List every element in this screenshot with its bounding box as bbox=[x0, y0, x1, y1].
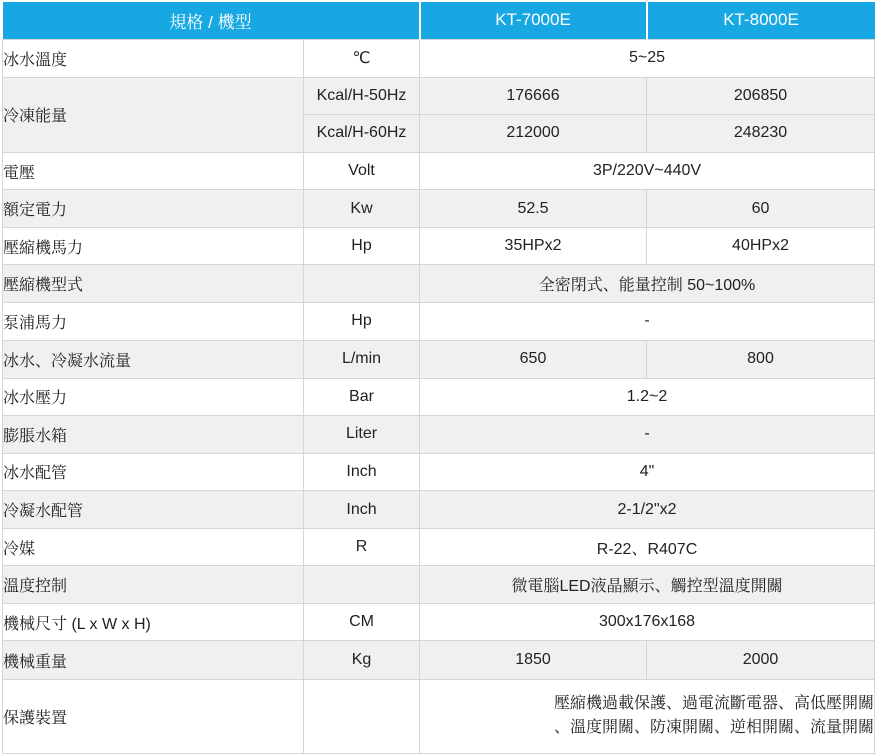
row-unit: Kg bbox=[304, 641, 420, 679]
table-row bbox=[3, 77, 875, 114]
header-row bbox=[3, 2, 875, 39]
table-row bbox=[3, 491, 875, 529]
row-value: 全密閉式、能量控制 50~100% bbox=[420, 265, 875, 303]
row-label: 冰水、冷凝水流量 bbox=[3, 340, 304, 378]
row-value: 300x176x168 bbox=[420, 604, 875, 641]
row-unit: Bar bbox=[304, 378, 420, 415]
row-value-b: 248230 bbox=[647, 114, 875, 152]
row-value: 4" bbox=[420, 453, 875, 490]
row-unit bbox=[304, 566, 420, 604]
row-value: - bbox=[420, 303, 875, 340]
row-label: 壓縮機馬力 bbox=[3, 228, 304, 265]
row-unit: Hp bbox=[304, 228, 420, 265]
table-row bbox=[3, 265, 875, 303]
row-value: 微電腦LED液晶顯示、觸控型溫度開關 bbox=[420, 566, 875, 604]
header-model-a: KT-7000E bbox=[420, 2, 647, 39]
row-label: 機械重量 bbox=[3, 641, 304, 679]
table-row bbox=[3, 453, 875, 490]
row-value-b: 800 bbox=[647, 340, 875, 378]
row-unit bbox=[304, 679, 420, 753]
row-label: 電壓 bbox=[3, 152, 304, 189]
row-unit: Kcal/H-50Hz bbox=[304, 77, 420, 114]
row-label: 壓縮機型式 bbox=[3, 265, 304, 303]
protection-line-1: 壓縮機過載保護、過電流斷電器、高低壓開關 bbox=[554, 695, 875, 713]
row-value: 2-1/2"x2 bbox=[420, 491, 875, 529]
table-row bbox=[3, 228, 875, 265]
row-value bbox=[420, 679, 875, 753]
row-value-b: 60 bbox=[647, 190, 875, 228]
row-value-a: 650 bbox=[420, 340, 647, 378]
row-value: 3P/220V~440V bbox=[420, 152, 875, 189]
row-label: 機械尺寸 (L x W x H) bbox=[3, 604, 304, 641]
row-value: 1.2~2 bbox=[420, 378, 875, 415]
header-model-b: KT-8000E bbox=[647, 2, 875, 39]
row-label: 泵浦馬力 bbox=[3, 303, 304, 340]
spec-table bbox=[2, 2, 875, 754]
row-unit: Liter bbox=[304, 415, 420, 453]
row-label: 額定電力 bbox=[3, 190, 304, 228]
header-spec-model: 規格 / 機型 bbox=[3, 2, 420, 39]
row-unit: ℃ bbox=[304, 39, 420, 77]
row-value-a: 212000 bbox=[420, 114, 647, 152]
table-row bbox=[3, 39, 875, 77]
row-unit: Kw bbox=[304, 190, 420, 228]
table-row bbox=[3, 340, 875, 378]
row-label: 冷凝水配管 bbox=[3, 491, 304, 529]
row-value-a: 35HPx2 bbox=[420, 228, 647, 265]
row-label: 膨脹水箱 bbox=[3, 415, 304, 453]
table-row bbox=[3, 415, 875, 453]
protection-line-2: 、溫度開關、防凍開關、逆相開關、流量開關 bbox=[554, 719, 875, 737]
row-unit: Inch bbox=[304, 491, 420, 529]
row-unit: Inch bbox=[304, 453, 420, 490]
row-label: 保護裝置 bbox=[3, 679, 304, 753]
row-label: 冷凍能量 bbox=[3, 77, 304, 152]
table-row bbox=[3, 679, 875, 753]
row-unit bbox=[304, 265, 420, 303]
row-value-a: 1850 bbox=[420, 641, 647, 679]
row-label: 冷媒 bbox=[3, 529, 304, 566]
table-row bbox=[3, 566, 875, 604]
row-unit: Hp bbox=[304, 303, 420, 340]
row-value-a: 176666 bbox=[420, 77, 647, 114]
row-label: 冰水壓力 bbox=[3, 378, 304, 415]
row-value: R-22、R407C bbox=[420, 529, 875, 566]
table-row bbox=[3, 529, 875, 566]
row-value: - bbox=[420, 415, 875, 453]
row-unit: Volt bbox=[304, 152, 420, 189]
table-row bbox=[3, 303, 875, 340]
table-row bbox=[3, 152, 875, 189]
row-unit: CM bbox=[304, 604, 420, 641]
row-label: 冰水配管 bbox=[3, 453, 304, 490]
row-value-b: 40HPx2 bbox=[647, 228, 875, 265]
row-value-b: 2000 bbox=[647, 641, 875, 679]
row-unit: Kcal/H-60Hz bbox=[304, 114, 420, 152]
row-label: 溫度控制 bbox=[3, 566, 304, 604]
row-value-b: 206850 bbox=[647, 77, 875, 114]
row-unit: L/min bbox=[304, 340, 420, 378]
row-value-a: 52.5 bbox=[420, 190, 647, 228]
table-row bbox=[3, 190, 875, 228]
table-row bbox=[3, 641, 875, 679]
row-label: 冰水溫度 bbox=[3, 39, 304, 77]
table-row bbox=[3, 378, 875, 415]
table-row bbox=[3, 604, 875, 641]
row-unit: R bbox=[304, 529, 420, 566]
row-value: 5~25 bbox=[420, 39, 875, 77]
